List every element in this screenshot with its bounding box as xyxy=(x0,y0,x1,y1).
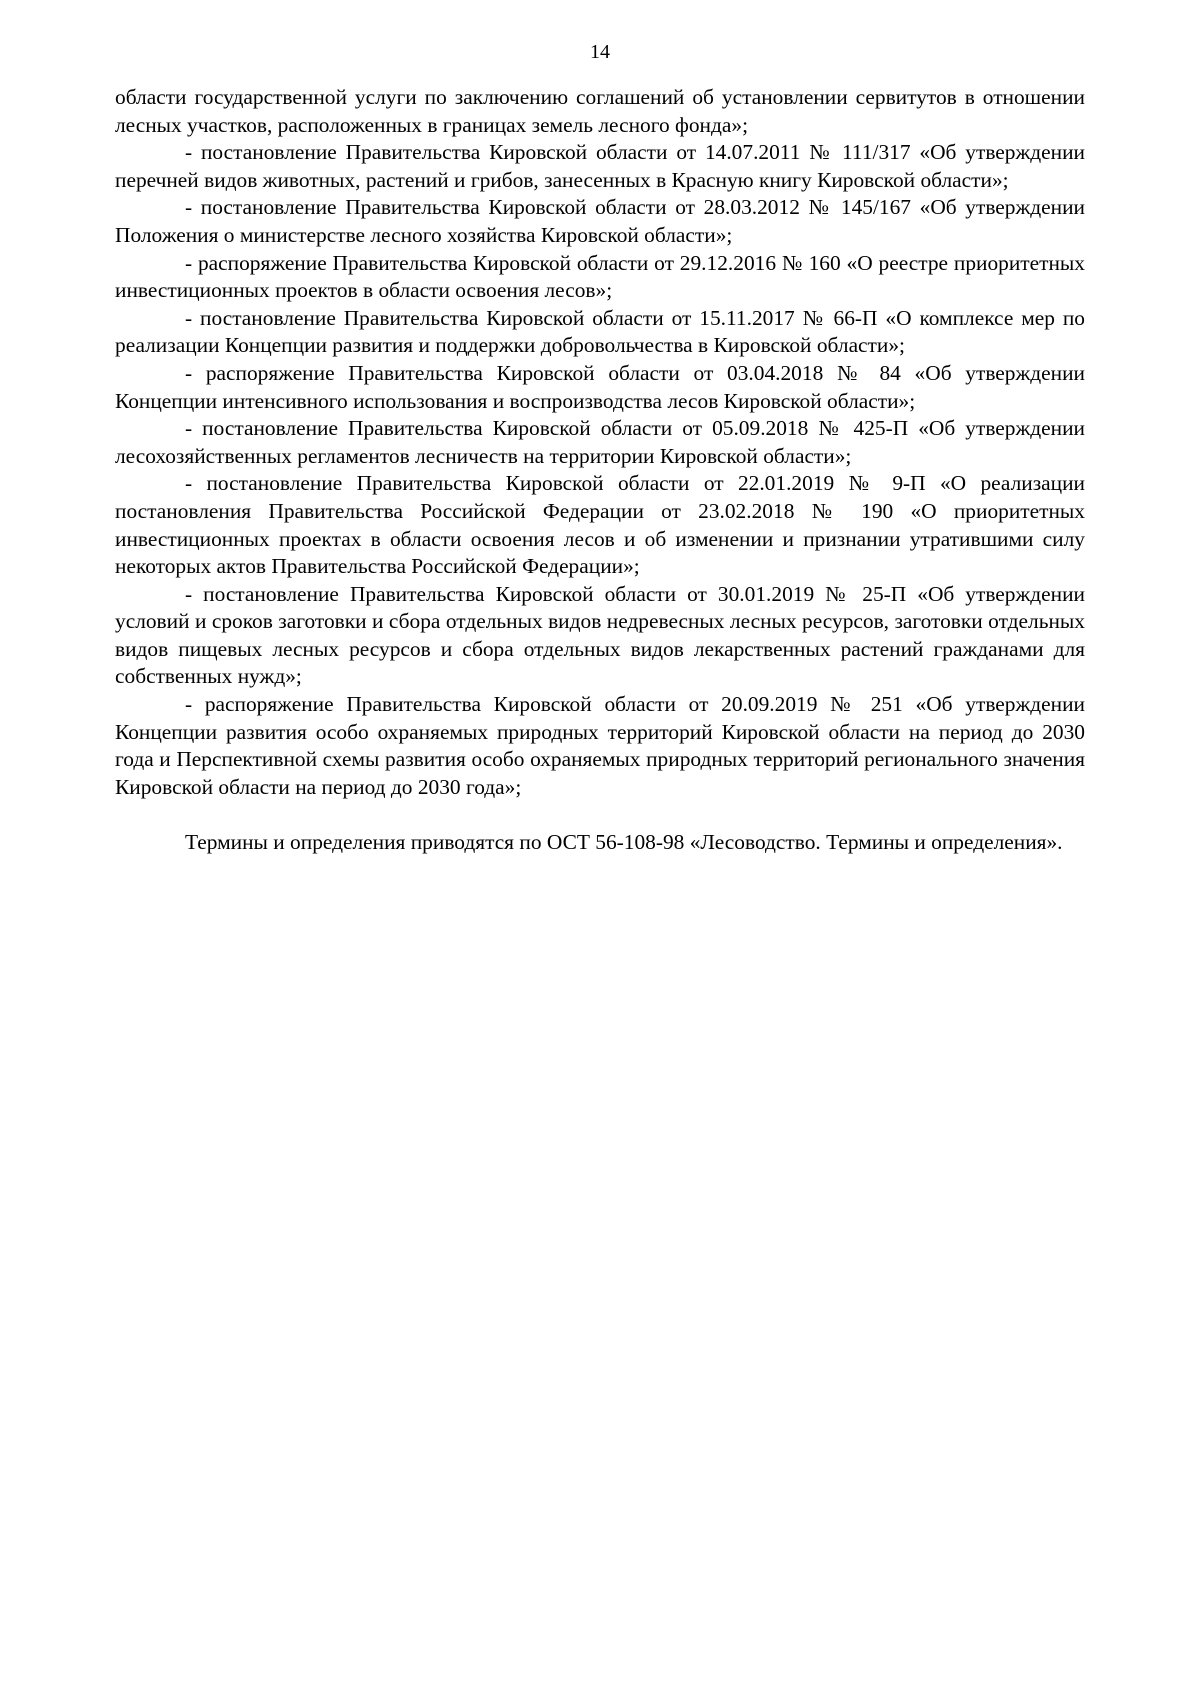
page-number: 14 xyxy=(590,41,610,63)
document-body xyxy=(115,84,1085,857)
paragraph-spacer xyxy=(115,801,1085,829)
list-item-regulation: - распоряжение Правительства Кировской области от 29.12.2016 № 160 «О реестре приоритетных инвестиционных проектов в области освоения лесов»; xyxy=(115,250,1085,303)
list-item-regulation: - постановление Правительства Кировской области от 30.01.2019 № 25-П «Об утверждении условий и сроков заготовки и сбора отдельных видов недревесных лесных ресурсов, заготовки отдельных видов пищевых лесных ресурсов и сбора отдельных видов лекарственных растений гражданами для собственных нужд»; xyxy=(115,581,1085,689)
terms-definitions-paragraph: Термины и определения приводятся по ОСТ 56-108-98 «Лесоводство. Термины и определения». xyxy=(185,830,1063,855)
list-item-regulation: - постановление Правительства Кировской области от 28.03.2012 № 145/167 «Об утверждении Положения о министерстве лесного хозяйства Кировской области»; xyxy=(115,195,1085,247)
list-item-regulation: - постановление Правительства Кировской области от 14.07.2011 № 111/317 «Об утверждении перечней видов животных, растений и грибов, занесенных в Красную книгу Кировской области»; xyxy=(115,140,1085,192)
list-item-regulation: - распоряжение Правительства Кировской области от 20.09.2019 № 251 «Об утверждении Концепции развития особо охраняемых природных территорий Кировской области на период до 2030 года и Перспективной схемы развития особо охраняемых природных территорий регионального значения Кировской области на период до 2030 года»; xyxy=(115,692,1085,799)
list-item-regulation: - постановление Правительства Кировской области от 22.01.2019 № 9-П «О реализации постановления Правительства Российской Федерации от 23.02.2018 № 190 «О приоритетных инвестиционных проектах в области освоения лесов и об изменении и признании утратившими силу некоторых актов Правительства Российской Федерации»; xyxy=(115,471,1085,579)
paragraph-intro-continuation: области государственной услуги по заключению соглашений об установлении сервитутов в отношении лесных участков, расположенных в границах земель лесного фонда»; xyxy=(115,85,1085,137)
list-item-regulation: - постановление Правительства Кировской области от 15.11.2017 № 66-П «О комплексе мер по реализации Концепции развития и поддержки добровольчества в Кировской области»; xyxy=(115,305,1085,358)
list-item-regulation: - распоряжение Правительства Кировской области от 03.04.2018 № 84 «Об утверждении Концепции интенсивного использования и воспроизводства лесов Кировской области»; xyxy=(115,360,1085,413)
list-item-regulation: - постановление Правительства Кировской области от 05.09.2018 № 425-П «Об утверждении лесохозяйственных регламентов лесничеств на территории Кировской области»; xyxy=(115,416,1085,468)
